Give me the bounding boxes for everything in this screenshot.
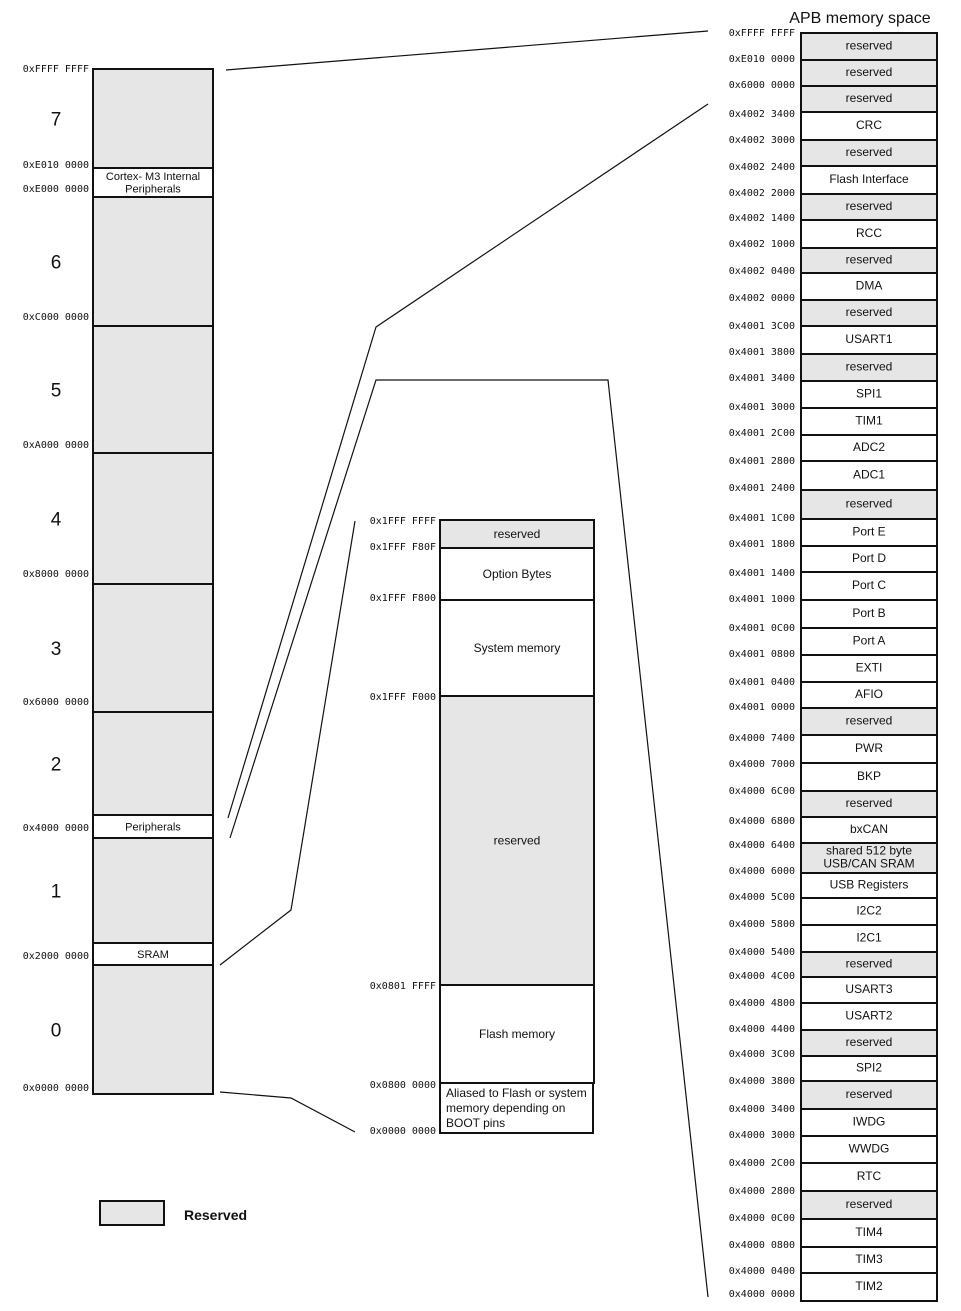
region-label: I2C2 <box>856 903 882 918</box>
region-label: PWR <box>855 741 883 756</box>
region-label: TIM3 <box>855 1252 883 1267</box>
region-label: reserved <box>845 38 893 53</box>
region-label: DMA <box>855 278 883 293</box>
region-label: I2C1 <box>856 930 882 945</box>
memory-block-1 <box>93 838 213 943</box>
region-label: USART3 <box>845 982 893 997</box>
address-label: 0x0000 0000 <box>369 1126 436 1137</box>
address-label: 0x4001 2C00 <box>728 428 795 439</box>
region-label: USART2 <box>845 1008 893 1023</box>
address-label: 0x4000 4400 <box>728 1024 795 1035</box>
region-label: SPI2 <box>855 1060 883 1075</box>
region-label: reserved <box>845 1197 893 1212</box>
region-label: Aliased to Flash or system memory depending on BOOT pins <box>446 1086 587 1131</box>
memory-block-0 <box>93 965 213 1094</box>
address-label: 0x4000 0800 <box>728 1240 795 1251</box>
address-label: 0x4000 3400 <box>728 1104 795 1115</box>
region-label: reserved <box>845 1087 893 1102</box>
address-label: 0x4000 3C00 <box>728 1049 795 1060</box>
block-number: 0 <box>50 1020 62 1042</box>
block-number: 1 <box>50 881 62 903</box>
memory-block-3 <box>93 584 213 712</box>
address-label: 0x1FFF F80F <box>369 542 436 553</box>
address-label: 0x4002 3000 <box>728 135 795 146</box>
region-label: shared 512 byte USB/CAN SRAM <box>823 843 915 871</box>
address-label: 0x4002 1400 <box>728 213 795 224</box>
address-label: 0x4002 0000 <box>728 293 795 304</box>
region-label: ADC2 <box>852 440 886 455</box>
region-label: Flash Interface <box>829 172 909 187</box>
region-label: Port A <box>852 633 886 648</box>
address-label: 0x4001 1000 <box>728 594 795 605</box>
address-label: 0xE010 0000 <box>22 160 89 171</box>
address-label: 0x4001 3400 <box>728 373 795 384</box>
region-label: USB Registers <box>829 877 909 892</box>
address-label: 0x4000 5C00 <box>728 892 795 903</box>
code-memory-map <box>370 516 594 1137</box>
region-label: TIM2 <box>855 1279 883 1294</box>
block-number: 3 <box>50 639 62 660</box>
address-label: 0x0800 0000 <box>369 1080 436 1091</box>
legend-swatch <box>100 1201 164 1225</box>
address-label: 0x0000 0000 <box>22 1083 89 1094</box>
address-label: 0x4000 0000 <box>728 1289 795 1300</box>
region-label: reserved <box>845 91 893 106</box>
region-label: EXTI <box>855 660 883 675</box>
address-label: 0x4000 7000 <box>728 759 795 770</box>
address-label: 0x4002 1000 <box>728 239 795 250</box>
block-label: Peripherals <box>125 821 181 834</box>
memory-block-5 <box>93 326 213 453</box>
address-label: 0x4000 2C00 <box>728 1158 795 1169</box>
address-label: 0x4001 1400 <box>728 568 795 579</box>
region-label: ADC1 <box>852 467 886 482</box>
region-label: TIM1 <box>855 413 883 428</box>
address-label: 0xA000 0000 <box>22 440 89 451</box>
block-number: 7 <box>50 109 62 131</box>
region-label: reserved <box>845 199 893 214</box>
region-label: Option Bytes <box>482 567 552 582</box>
region-label: Flash memory <box>478 1027 556 1042</box>
address-label: 0x8000 0000 <box>22 569 89 580</box>
connector-line <box>220 1092 355 1132</box>
region-label: reserved <box>845 305 893 320</box>
address-label: 0x0801 FFFF <box>369 981 436 992</box>
region-label: TIM4 <box>855 1225 883 1240</box>
address-label: 0x4000 3800 <box>728 1076 795 1087</box>
region-label: CRC <box>856 118 882 133</box>
connector-line <box>226 31 708 70</box>
region-label: reserved <box>493 527 541 542</box>
region-label: AFIO <box>854 687 884 702</box>
address-label: 0xFFFF FFFF <box>22 64 89 75</box>
address-label: 0x4001 2400 <box>728 483 795 494</box>
address-label: 0x4002 0400 <box>728 266 795 277</box>
address-label: 0x4000 6C00 <box>728 786 795 797</box>
address-label: 0x4000 4C00 <box>728 971 795 982</box>
region-label: reserved <box>845 145 893 160</box>
address-label: 0xFFFF FFFF <box>728 28 795 39</box>
address-label: 0x4000 2800 <box>728 1186 795 1197</box>
address-label: 0x4000 4800 <box>728 998 795 1009</box>
address-label: 0x1FFF FFFF <box>369 516 436 527</box>
legend <box>100 1201 247 1225</box>
address-label: 0x4000 6000 <box>728 866 795 877</box>
region-label: RCC <box>856 226 882 241</box>
address-label: 0x4001 3800 <box>728 347 795 358</box>
region-label: reserved <box>493 833 541 848</box>
address-label: 0x4001 3000 <box>728 402 795 413</box>
address-label: 0x4001 0C00 <box>728 623 795 634</box>
address-label: 0x4001 2800 <box>728 456 795 467</box>
connector-line <box>220 521 355 965</box>
address-label: 0x4002 3400 <box>728 109 795 120</box>
address-label: 0x4000 5800 <box>728 919 795 930</box>
region-label: BKP <box>856 769 882 784</box>
region-label: WWDG <box>848 1141 890 1156</box>
address-label: 0x4000 5400 <box>728 947 795 958</box>
region-label: reserved <box>845 252 893 267</box>
main-memory-map <box>23 64 213 1094</box>
region-label: Port B <box>852 606 886 621</box>
address-label: 0x6000 0000 <box>22 697 89 708</box>
block-number: 2 <box>50 754 62 776</box>
address-label: 0x4001 0800 <box>728 649 795 660</box>
address-label: 0x4001 0400 <box>728 677 795 688</box>
legend-label: Reserved <box>184 1207 248 1223</box>
memory-block-6 <box>93 197 213 326</box>
region-label: IWDG <box>852 1114 886 1129</box>
apb-memory-space-title: APB memory space <box>789 10 931 27</box>
address-label: 0x4000 3000 <box>728 1130 795 1141</box>
block-label: SRAM <box>137 948 169 961</box>
region-label: reserved <box>845 65 893 80</box>
apb-memory-map <box>729 28 937 1301</box>
address-label: 0x4001 1C00 <box>728 513 795 524</box>
region-label: Port E <box>852 524 886 539</box>
region-label: Port C <box>851 578 887 593</box>
address-label: 0x4001 0000 <box>728 702 795 713</box>
block-number: 6 <box>50 252 62 274</box>
address-label: 0x4000 0000 <box>22 823 89 834</box>
block-number: 4 <box>50 509 62 531</box>
region-label: reserved <box>845 796 893 811</box>
address-label: 0x4000 6400 <box>728 840 795 851</box>
region-label: reserved <box>845 359 893 374</box>
address-label: 0x2000 0000 <box>22 951 89 962</box>
address-label: 0x4000 6800 <box>728 816 795 827</box>
address-label: 0xE010 0000 <box>728 54 795 65</box>
address-label: 0x4002 2000 <box>728 188 795 199</box>
region-label: System memory <box>473 641 561 656</box>
address-label: 0x1FFF F800 <box>369 593 436 604</box>
block-number: 5 <box>50 380 62 402</box>
address-label: 0x4001 1800 <box>728 539 795 550</box>
address-label: 0xE000 0000 <box>22 184 89 195</box>
region-label: SPI1 <box>855 386 883 401</box>
region-label: bxCAN <box>849 822 889 837</box>
address-label: 0x1FFF F000 <box>369 692 436 703</box>
address-label: 0x4000 0400 <box>728 1266 795 1277</box>
region-label: reserved <box>845 713 893 728</box>
region-label: RTC <box>856 1169 882 1184</box>
address-label: 0x4000 7400 <box>728 733 795 744</box>
memory-block-2 <box>93 712 213 815</box>
address-label: 0xC000 0000 <box>22 312 89 323</box>
memory-block-4 <box>93 453 213 584</box>
region-label: reserved <box>845 496 893 511</box>
memory-block-7 <box>93 69 213 168</box>
region-label: USART1 <box>845 332 893 347</box>
region-label: Port D <box>851 551 887 566</box>
region-label: reserved <box>845 956 893 971</box>
address-label: 0x4001 3C00 <box>728 321 795 332</box>
address-label: 0x4000 0C00 <box>728 1213 795 1224</box>
block-label: Cortex- M3 Internal Peripherals <box>105 171 201 196</box>
region-label: reserved <box>845 1035 893 1050</box>
address-label: 0x6000 0000 <box>728 80 795 91</box>
address-label: 0x4002 2400 <box>728 162 795 173</box>
